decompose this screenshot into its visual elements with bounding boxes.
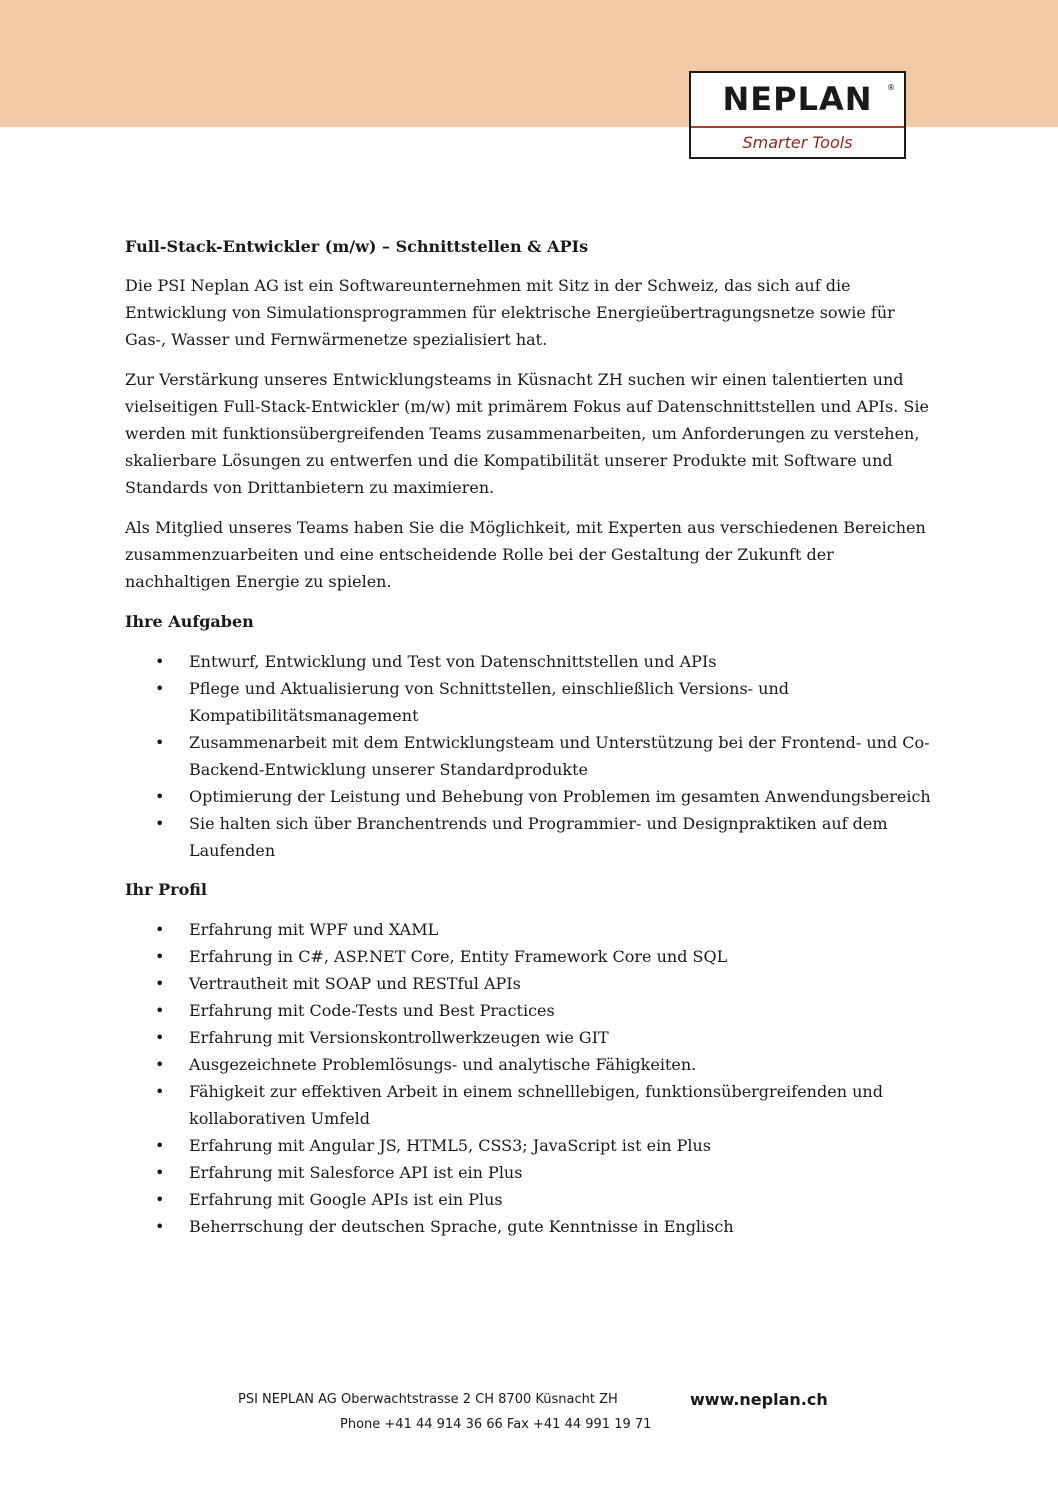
list-item-text: Erfahrung mit Angular JS, HTML5, CSS3; JavaScript ist ein Plus (189, 1136, 711, 1155)
list-item (125, 1051, 935, 1078)
list-item-text: Sie halten sich über Branchentrends und Programmier- und Designpraktiken auf dem Laufenden (189, 814, 888, 860)
list-item (125, 970, 935, 997)
footer-website-link[interactable]: www.neplan.ch (690, 1390, 828, 1409)
profile-heading: Ihr Profil (125, 880, 207, 899)
list-item-text: Vertrautheit mit SOAP und RESTful APIs (189, 974, 521, 993)
list-item (125, 783, 935, 810)
logo-registered-mark: ® (887, 83, 895, 92)
list-item-text: Entwurf, Entwicklung und Test von Datenschnittstellen und APIs (189, 652, 717, 671)
bullet-icon: • (155, 1001, 165, 1020)
bullet-icon: • (155, 787, 165, 806)
footer-address: PSI NEPLAN AG Oberwachtstrasse 2 CH 8700 Küsnacht ZH (238, 1392, 618, 1407)
bullet-icon: • (155, 947, 165, 966)
list-item (125, 1132, 935, 1159)
bullet-icon: • (155, 1136, 165, 1155)
list-item-text: Erfahrung mit Versionskontrollwerkzeugen wie GIT (189, 1028, 609, 1047)
list-item (125, 1159, 935, 1186)
list-item-text: Ausgezeichnete Problemlösungs- und analytische Fähigkeiten. (189, 1055, 697, 1074)
intro-paragraph: Als Mitglied unseres Teams haben Sie die Möglichkeit, mit Experten aus verschiedenen Bereichen zusammenzuarbeiten und eine entscheidende Rolle bei der Gestaltung der Zukunft der nachhaltigen Energie zu spielen. (125, 518, 926, 591)
bullet-icon: • (155, 1217, 165, 1236)
list-item (125, 729, 935, 783)
list-item-text: Erfahrung mit Google APIs ist ein Plus (189, 1190, 503, 1209)
list-item (125, 1078, 935, 1132)
bullet-icon: • (155, 733, 165, 752)
intro-paragraph: Zur Verstärkung unseres Entwicklungsteams in Küsnacht ZH suchen wir einen talentierten und vielseitigen Full-Stack-Entwickler (m/w) mit primärem Fokus auf Datenschnittstellen und APIs. Sie werden mit funktionsübergreifenden Teams zusammenarbeiten, um Anforderungen zu verstehen, skalierbare Lösungen zu entwerfen und die Kompatibilität unserer Produkte mit Software und Standards von Drittanbietern zu maximieren. (125, 370, 929, 497)
profile-list (125, 916, 935, 1240)
bullet-icon: • (155, 814, 165, 833)
list-item-text: Fähigkeit zur effektiven Arbeit in einem schnelllebigen, funktionsübergreifenden und kollaborativen Umfeld (189, 1082, 883, 1128)
intro-paragraph: Die PSI Neplan AG ist ein Softwareunternehmen mit Sitz in der Schweiz, das sich auf die Entwicklung von Simulationsprogrammen für elektrische Energieübertragungsnetze sowie für Gas-, Wasser und Fernwärmenetze spezialisiert hat. (125, 276, 895, 349)
list-item (125, 916, 935, 943)
company-logo (689, 71, 906, 159)
list-item-text: Erfahrung mit WPF und XAML (189, 920, 439, 939)
bullet-icon: • (155, 1190, 165, 1209)
list-item-text: Erfahrung in C#, ASP.NET Core, Entity Framework Core und SQL (189, 947, 728, 966)
logo-name: NEPLAN (722, 80, 873, 118)
bullet-icon: • (155, 1082, 165, 1101)
logo-divider (691, 126, 904, 128)
bullet-icon: • (155, 1055, 165, 1074)
bullet-icon: • (155, 1163, 165, 1182)
bullet-icon: • (155, 920, 165, 939)
list-item-text: Erfahrung mit Code-Tests und Best Practices (189, 1001, 555, 1020)
tasks-heading: Ihre Aufgaben (125, 612, 254, 631)
list-item (125, 943, 935, 970)
list-item (125, 1213, 935, 1240)
list-item-text: Optimierung der Leistung und Behebung von Problemen im gesamten Anwendungsbereich (189, 787, 931, 806)
list-item-text: Erfahrung mit Salesforce API ist ein Plus (189, 1163, 523, 1182)
list-item-text: Pflege und Aktualisierung von Schnittstellen, einschließlich Versions- und Kompatibilitätsmanagement (189, 679, 790, 725)
job-title: Full-Stack-Entwickler (m/w) – Schnittstellen & APIs (125, 237, 589, 256)
bullet-icon: • (155, 974, 165, 993)
list-item (125, 675, 935, 729)
logo-tagline: Smarter Tools (742, 133, 853, 152)
bullet-icon: • (155, 679, 165, 698)
tasks-list (125, 648, 935, 864)
list-item (125, 1186, 935, 1213)
list-item (125, 997, 935, 1024)
list-item (125, 648, 935, 675)
list-item-text: Zusammenarbeit mit dem Entwicklungsteam und Unterstützung bei der Frontend- und Co-Backend-Entwicklung unserer Standardprodukte (189, 733, 930, 779)
list-item-text: Beherrschung der deutschen Sprache, gute Kenntnisse in Englisch (189, 1217, 734, 1236)
bullet-icon: • (155, 1028, 165, 1047)
footer-contact: Phone +41 44 914 36 66 Fax +41 44 991 19 71 (340, 1417, 652, 1432)
list-item (125, 1024, 935, 1051)
list-item (125, 810, 935, 864)
bullet-icon: • (155, 652, 165, 671)
job-posting (125, 233, 935, 1252)
